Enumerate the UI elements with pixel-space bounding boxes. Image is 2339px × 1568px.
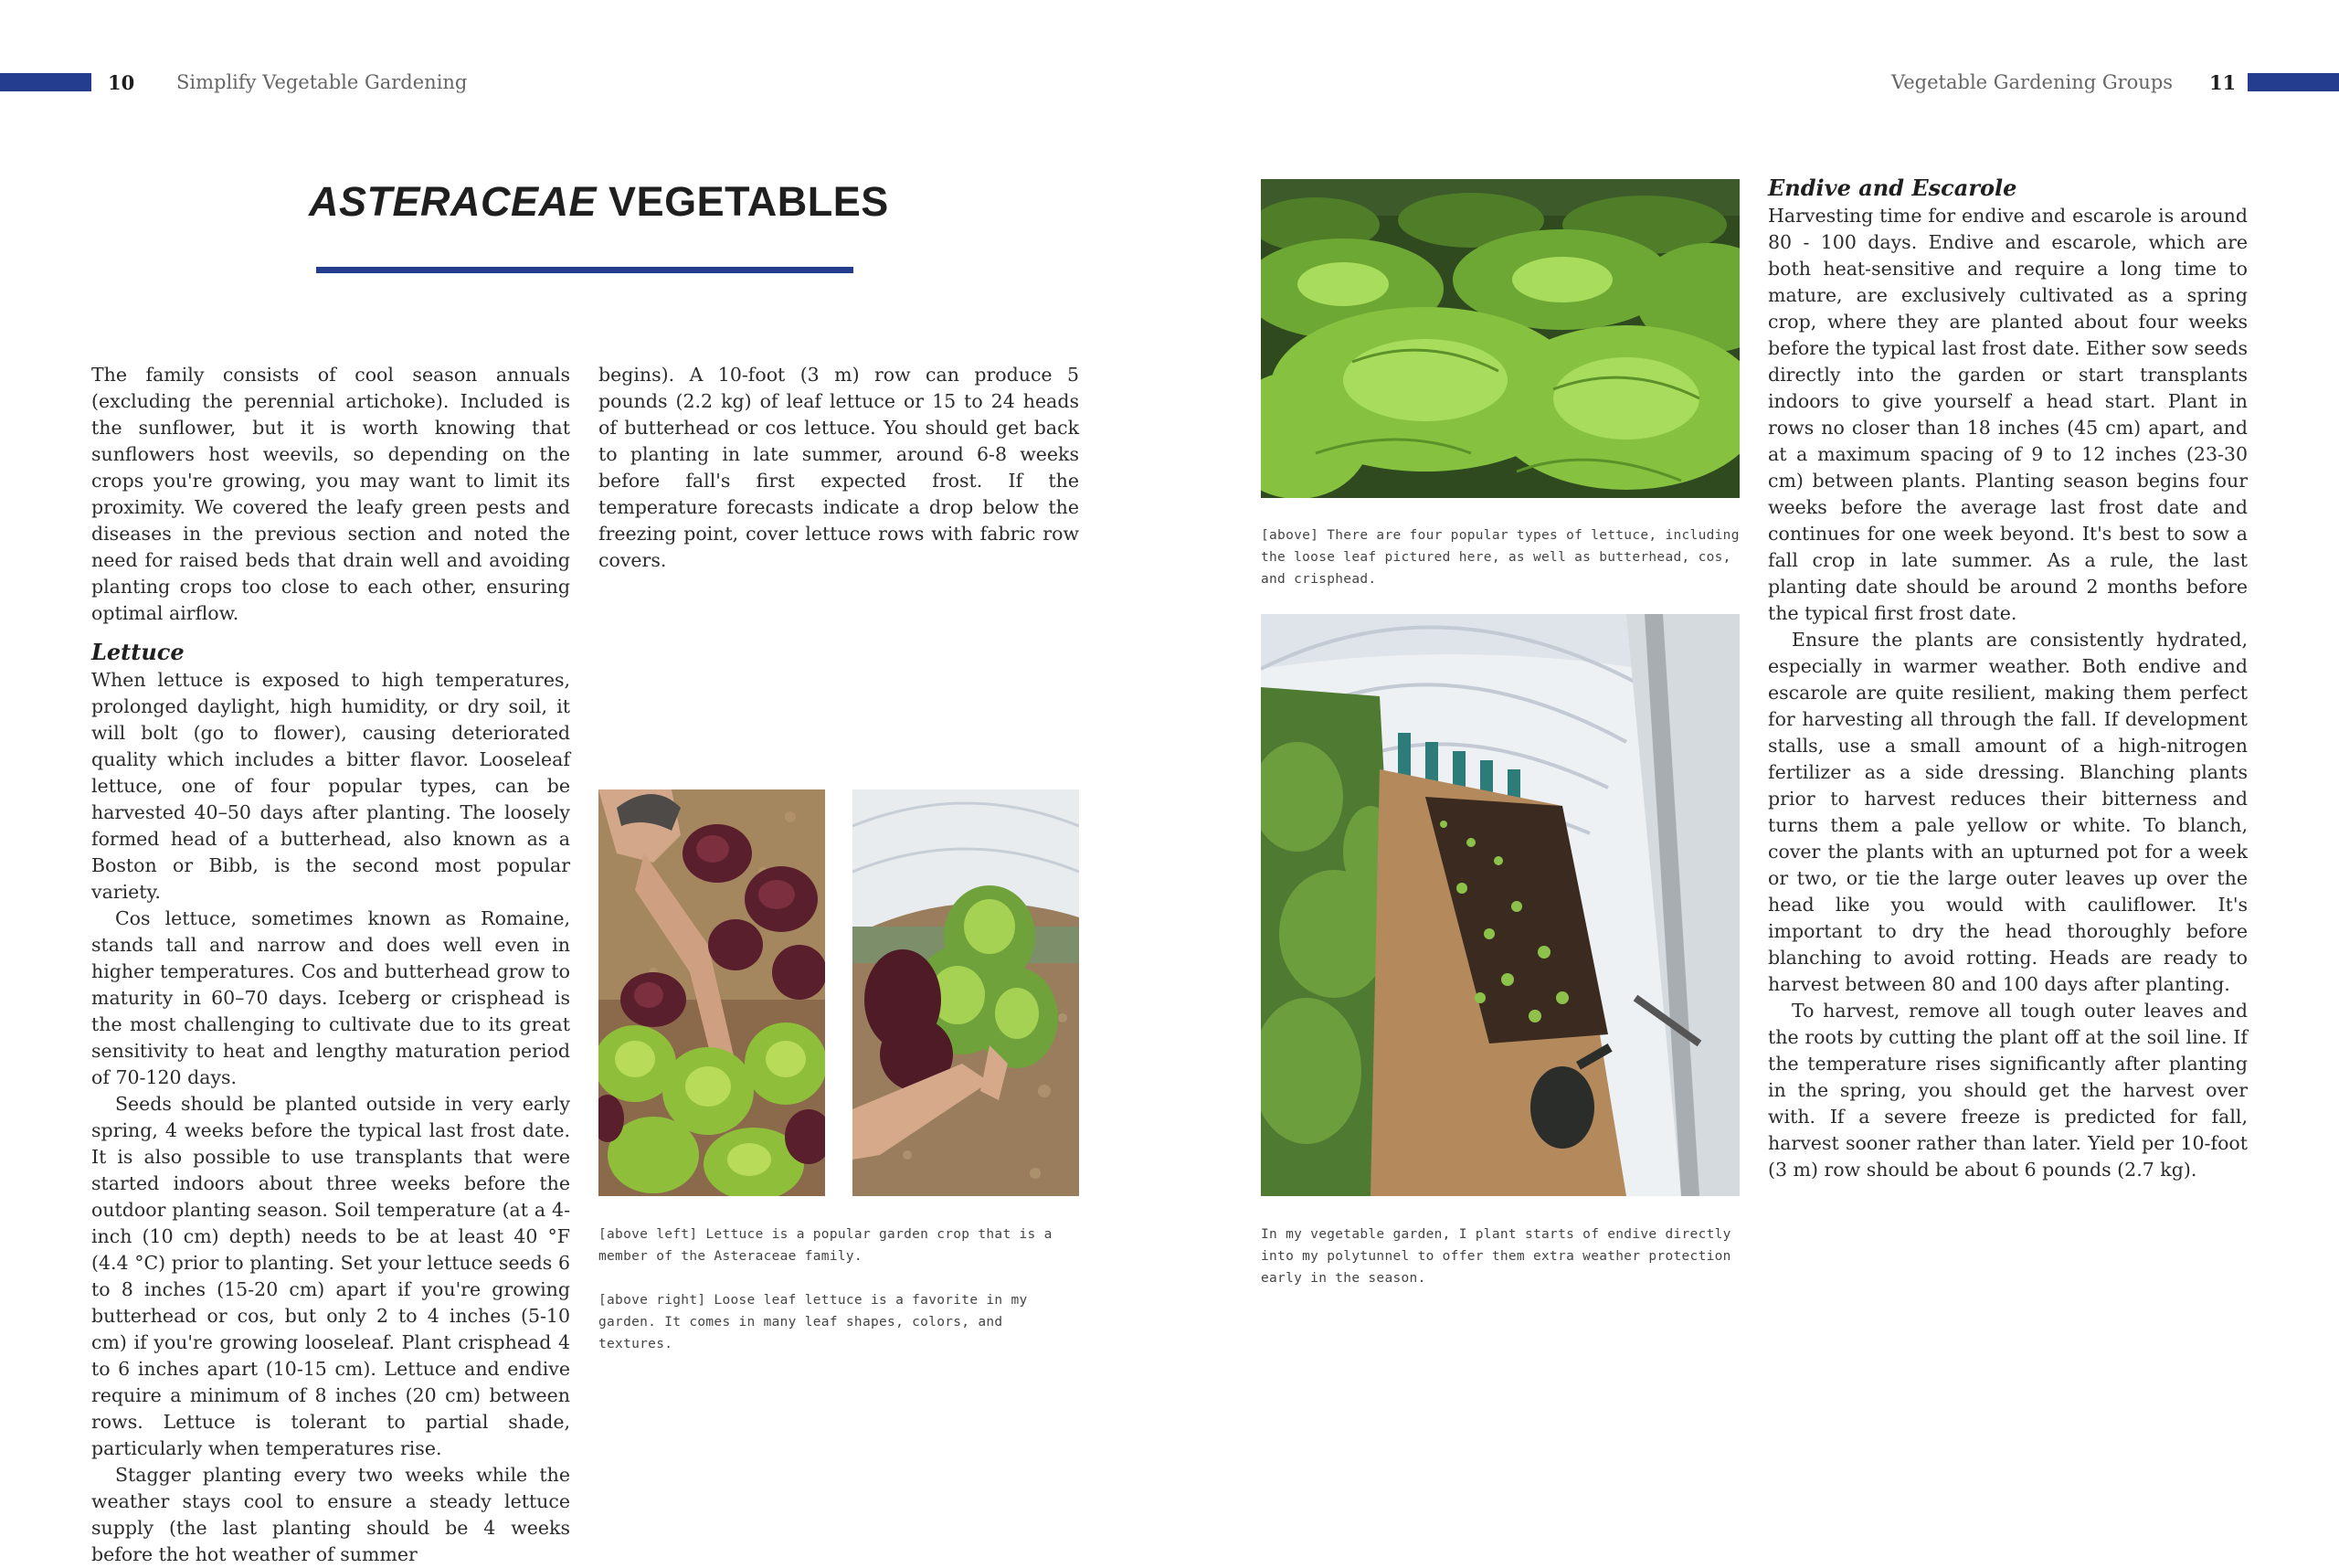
endive-heading: Endive and Escarole — [1768, 175, 2017, 201]
photo-loose-leaf-lettuce — [852, 789, 1079, 1196]
lettuce-heading: Lettuce — [91, 639, 185, 665]
caption-polytunnel — [1261, 1224, 1740, 1289]
caption-above-text: [above] There are four popular types of lettuce, including the loose leaf pictured here, as well as butterhead, cos, and crisphead. — [1261, 528, 1740, 587]
column-4 — [1768, 174, 2248, 1183]
caption-above-right — [598, 1289, 1079, 1355]
caption-above — [1261, 524, 1740, 590]
intro-paragraph: The family consists of cool season annuals (excluding the perennial artichoke). Included is the sunflower, but it is worth knowing that sunflowers host weevils, so depending on the crops you're growing, you may want to limit its proximity. We covered the leafy green pests and diseases in the previous section and noted the need for raised beds that drain well and avoiding planting crops too close to each other, ensuring optimal airflow. — [91, 364, 570, 624]
photo-loose-leaf-closeup — [1261, 179, 1740, 498]
photo-polytunnel — [1261, 614, 1740, 1196]
caption-above-left — [598, 1224, 1079, 1267]
caption-above-right-text: [above right] Loose leaf lettuce is a favorite in my garden. It comes in many leaf shapes, colors, and textures. — [598, 1293, 1028, 1351]
page-title — [309, 178, 889, 226]
caption-polytunnel-text: In my vegetable garden, I plant starts of endive directly into my polytunnel to offer them extra weather protection early in the season. — [1261, 1227, 1731, 1286]
caption-above-left-text: [above left] Lettuce is a popular garden crop that is a member of the Asteraceae family. — [598, 1227, 1053, 1264]
title-rule — [316, 267, 853, 273]
lettuce-paragraph-continued: begins). A 10-foot (3 m) row can produce 5 pounds (2.2 kg) of leaf lettuce or 15 to 24 heads of butterhead or cos lettuce. You should get back to planting in late summer, around 6-8 weeks before fall's first expected frost. If the temperature forecasts indicate a drop below the freezing point, cover lettuce rows with fabric row covers. — [598, 364, 1079, 571]
lettuce-paragraph-2: Cos lettuce, sometimes known as Romaine, stands tall and narrow and does well even in higher temperatures. Cos and butterhead grow to maturity in 60–70 days. Iceberg or crisphead is the most challenging to cultivate due to its great sensitivity to heat and lengthy maturation period of 70-120 days. — [91, 907, 570, 1088]
right-page-number: 11 — [2209, 71, 2237, 94]
lettuce-paragraph-3: Seeds should be planted outside in very early spring, 4 weeks before the typical last frost date. It is also possible to use transplants that were started indoors about three weeks before the outdoor planting season. Soil temperature (at a 4-inch (10 cm) depth) needs to be at least 40 °F (4.4 °C) prior to planting. Set your lettuce seeds 6 to 8 inches (15-20 cm) apart if you're growing butterhead or cos, but only 2 to 4 inches (5-10 cm) if you're growing looseleaf. Plant crisphead 4 to 6 inches apart (10-15 cm). Lettuce and endive require a minimum of 8 inches (20 cm) between rows. Lettuce is tolerant to partial shade, particularly when temperatures rise. — [91, 1093, 570, 1459]
lettuce-paragraph-1: When lettuce is exposed to high temperatures, prolonged daylight, high humidity, or dry soil, it will bolt (go to flower), causing deteriorated quality which includes a bitter flavor. Looseleaf lettuce, one of four popular types, can be harvested 40–50 days after planting. The loosely formed head of a butterhead, also known as a Boston or Bibb, is the second most popular variety. — [91, 669, 570, 903]
right-running-title: Vegetable Gardening Groups — [1891, 71, 2174, 93]
title-italic: ASTERACEAE — [309, 178, 598, 225]
column-1 — [91, 362, 570, 1568]
endive-paragraph-1: Harvesting time for endive and escarole is around 80 - 100 days. Endive and escarole, which are both heat-sensitive and require a long time to mature, are exclusively cultivated as a spring crop, where they are planted about four weeks before the typical last frost date. Either sow seeds directly into the garden or start transplants indoors to give yourself a head start. Plant in rows no closer than 18 inches (45 cm) apart, and at a maximum spacing of 9 to 12 inches (23-30 cm) between plants. Planting season begins four weeks before the average last frost date and continues for one week beyond. It's best to sow a fall crop in late summer. As a rule, the last planting date should be around 2 months before the typical first frost date. — [1768, 205, 2248, 624]
header-bar-left — [0, 73, 91, 91]
header-bar-right — [2248, 73, 2339, 91]
photo-lettuce-bed — [598, 789, 825, 1196]
title-rest: VEGETABLES — [597, 178, 889, 225]
left-running-title: Simplify Vegetable Gardening — [176, 71, 468, 93]
column-2 — [598, 362, 1079, 574]
left-page-number: 10 — [108, 71, 135, 94]
endive-paragraph-3: To harvest, remove all tough outer leaves and the roots by cutting the plant off at the soil line. If the temperature rises significantly after planting in the spring, you should get the harvest over with. If a severe freeze is predicted for fall, harvest sooner rather than later. Yield per 10-foot (3 m) row should be about 6 pounds (2.7 kg). — [1768, 1000, 2248, 1181]
lettuce-paragraph-4: Stagger planting every two weeks while the weather stays cool to ensure a steady lettuce supply (the last planting should be 4 weeks before the hot weather of summer — [91, 1464, 570, 1565]
endive-paragraph-2: Ensure the plants are consistently hydrated, especially in warmer weather. Both endive and escarole are quite resilient, making them perfect for harvesting all through the fall. If development stalls, use a small amount of a high-nitrogen fertilizer as a side dressing. Blanching plants prior to harvest reduces their bitterness and turns them a pale yellow or white. To blanch, cover the plants with an upturned pot for a week or two, or tie the large outer leaves up over the head like you would with cauliflower. It's important to dry the head thoroughly before blanching to avoid rotting. Heads are ready to harvest between 80 and 100 days after planting. — [1768, 629, 2248, 995]
